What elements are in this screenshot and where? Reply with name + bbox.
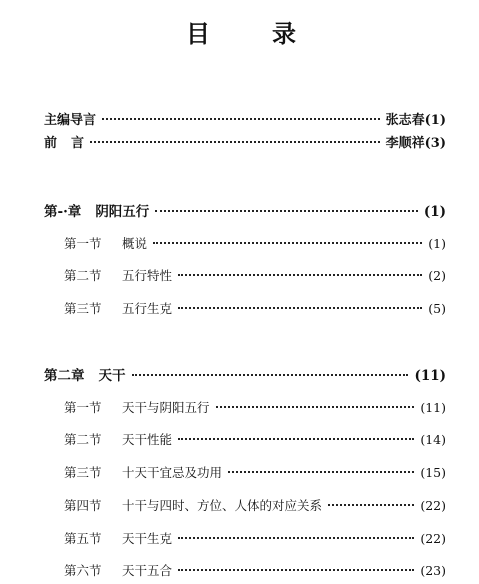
dot-leader xyxy=(155,210,418,212)
section-page: (11) xyxy=(420,400,446,415)
dot-leader xyxy=(178,438,414,440)
dot-leader xyxy=(178,307,422,309)
chapter-title: 第二章 天干 xyxy=(44,368,126,384)
dot-leader xyxy=(132,374,409,376)
section-title: 第六节 天干五合 xyxy=(64,563,173,578)
entry-title: 主编导言 xyxy=(44,113,97,128)
toc-section[interactable] xyxy=(64,300,446,318)
entry-author-page: 李顺祥(3) xyxy=(385,136,446,151)
toc-section[interactable] xyxy=(64,562,446,580)
section-title: 第三节 十天干宜忌及功用 xyxy=(64,465,223,480)
toc-section[interactable] xyxy=(64,464,446,482)
section-title: 第三节 五行生克 xyxy=(64,301,173,316)
section-page: (15) xyxy=(420,465,446,480)
section-title: 第二节 天干性能 xyxy=(64,432,173,447)
chapter-page: (11) xyxy=(414,368,446,384)
section-title: 第二节 五行特性 xyxy=(64,268,173,283)
dot-leader xyxy=(228,471,414,473)
section-page: (2) xyxy=(428,268,446,283)
section-page: (22) xyxy=(420,531,446,546)
dot-leader xyxy=(90,141,380,143)
toc-entry-preface[interactable] xyxy=(44,135,446,153)
section-title: 第四节 十干与四时、方位、人体的对应关系 xyxy=(64,498,323,513)
toc-section[interactable] xyxy=(64,399,446,417)
toc-chapter-1[interactable] xyxy=(44,203,446,221)
toc-entry-editor-intro[interactable] xyxy=(44,112,446,130)
dot-leader xyxy=(328,504,414,506)
toc-section[interactable] xyxy=(64,235,446,253)
dot-leader xyxy=(178,569,414,571)
toc-section[interactable] xyxy=(64,497,446,515)
dot-leader xyxy=(102,118,380,120)
dot-leader xyxy=(153,242,422,244)
section-title: 第五节 天干生克 xyxy=(64,531,173,546)
toc-section[interactable] xyxy=(64,431,446,449)
dot-leader xyxy=(178,274,422,276)
section-title: 第一节 概说 xyxy=(64,236,148,251)
entry-author-page: 张志春(1) xyxy=(385,113,446,128)
page-title xyxy=(186,14,296,49)
toc-section[interactable] xyxy=(64,267,446,285)
section-page: (1) xyxy=(428,236,446,251)
entry-title: 前 言 xyxy=(44,136,85,151)
section-title: 第一节 天干与阴阳五行 xyxy=(64,400,210,415)
section-page: (14) xyxy=(420,432,446,447)
section-page: (22) xyxy=(420,498,446,513)
section-page: (5) xyxy=(428,301,446,316)
toc-chapter-2[interactable] xyxy=(44,367,446,385)
section-page: (23) xyxy=(420,563,446,578)
chapter-page: (1) xyxy=(423,204,446,220)
title-char-1: 目 xyxy=(186,19,210,48)
dot-leader xyxy=(216,406,415,408)
dot-leader xyxy=(178,537,414,539)
chapter-title: 第-·章 阴阳五行 xyxy=(44,204,150,220)
toc-section[interactable] xyxy=(64,530,446,548)
title-char-2: 录 xyxy=(272,19,296,48)
